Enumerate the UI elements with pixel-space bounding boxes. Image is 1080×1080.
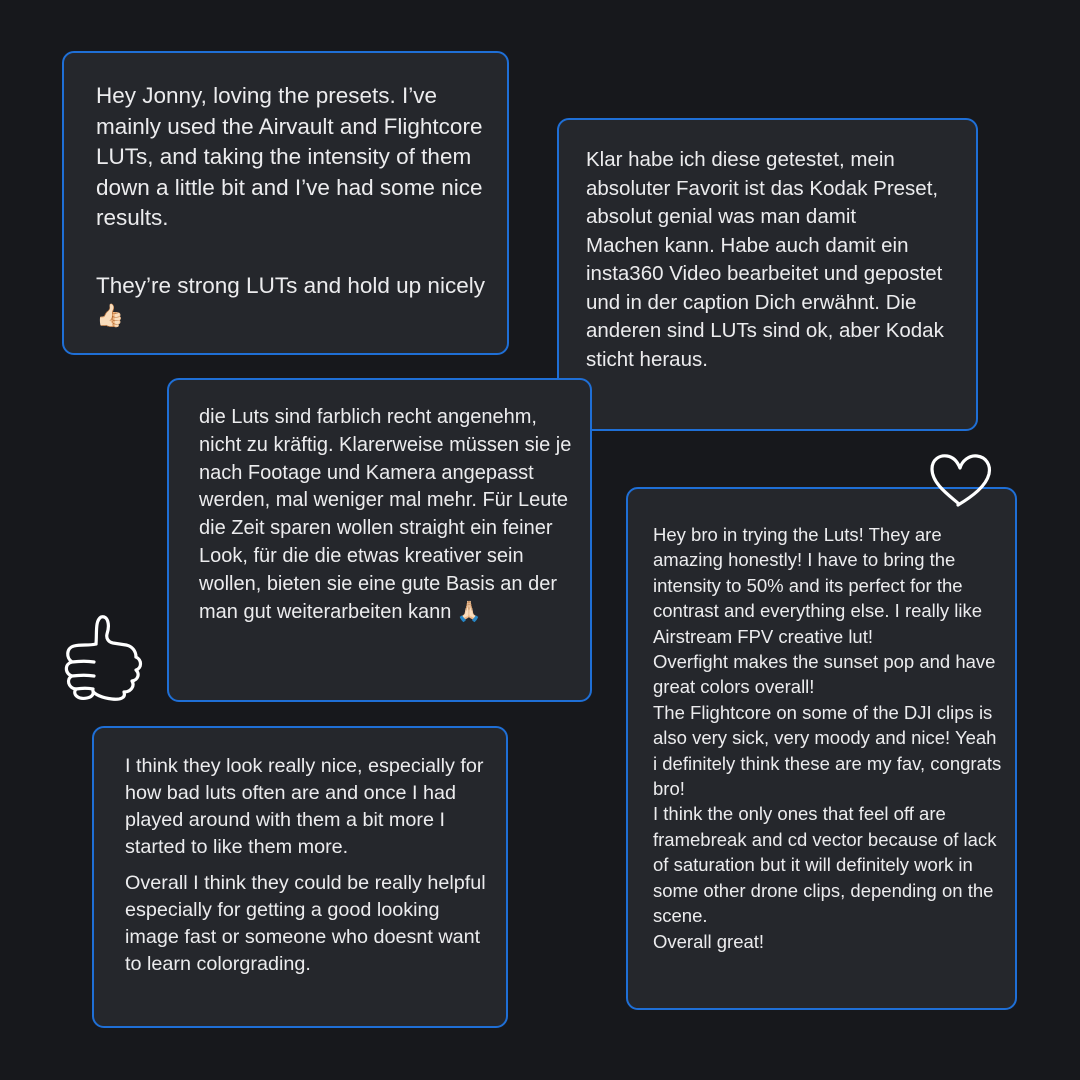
message-bubble-5: [626, 487, 1017, 1010]
message-bubble-3: [167, 378, 592, 702]
heart-outline-icon: [928, 452, 994, 508]
message-text: I think they look really nice, especially for how bad luts often are and once I had played around with them a bit more I started to like them more.: [125, 755, 489, 858]
message-bubble-4: [92, 726, 508, 1028]
message-text: Hey Jonny, loving the presets. I’ve mainly used the Airvault and Flightcore LUTs, and taking the intensity of them down a little bit and I’ve had some nice results.: [96, 83, 489, 230]
message-text: Hey bro in trying the Luts! They are amazing honestly! I have to bring the intensity to 50% and its perfect for the contrast and everything else. I really like Airstream FPV creative lut! Overfight makes the sunset pop and have great colors overall! The Flightcore on some of the DJI clips is also very sick, very moody and nice! Yeah i definitely think these are my fav, congrats bro! I think the only ones that feel off are framebreak and cd vector because of lack of saturation but it will definitely work in some other drone clips, depending on the scene. Overall great!: [653, 524, 1002, 952]
message-bubble-1: [62, 51, 509, 355]
message-text: die Luts sind farblich recht angenehm, nicht zu kräftig. Klarerweise müssen sie je nach Footage und Kamera angepasst werden, mal weniger mal mehr. Für Leute die Zeit sparen wollen straight ein feiner Look, für die die etwas kreativer sein wollen, bieten sie eine gute Basis an der man gut weiterarbeiten kann 🙏🏻: [199, 406, 577, 623]
message-text: Overall I think they could be really helpful especially for getting a good looking image fast or someone who doesnt want to learn colorgrading.: [125, 872, 492, 975]
message-text: They’re strong LUTs and hold up nicely 👍🏻: [96, 272, 492, 328]
message-text: Klar habe ich diese getestet, mein absoluter Favorit ist das Kodak Preset, absolut genial was man damit Machen kann. Habe auch damit ein insta360 Video bearbeitet und gepostet und in der caption Dich erwähnt. Die anderen sind LUTs sind ok, aber Kodak sticht heraus.: [586, 148, 944, 371]
message-bubble-2: [557, 118, 978, 431]
thumbs-up-outline-icon: [60, 612, 144, 702]
